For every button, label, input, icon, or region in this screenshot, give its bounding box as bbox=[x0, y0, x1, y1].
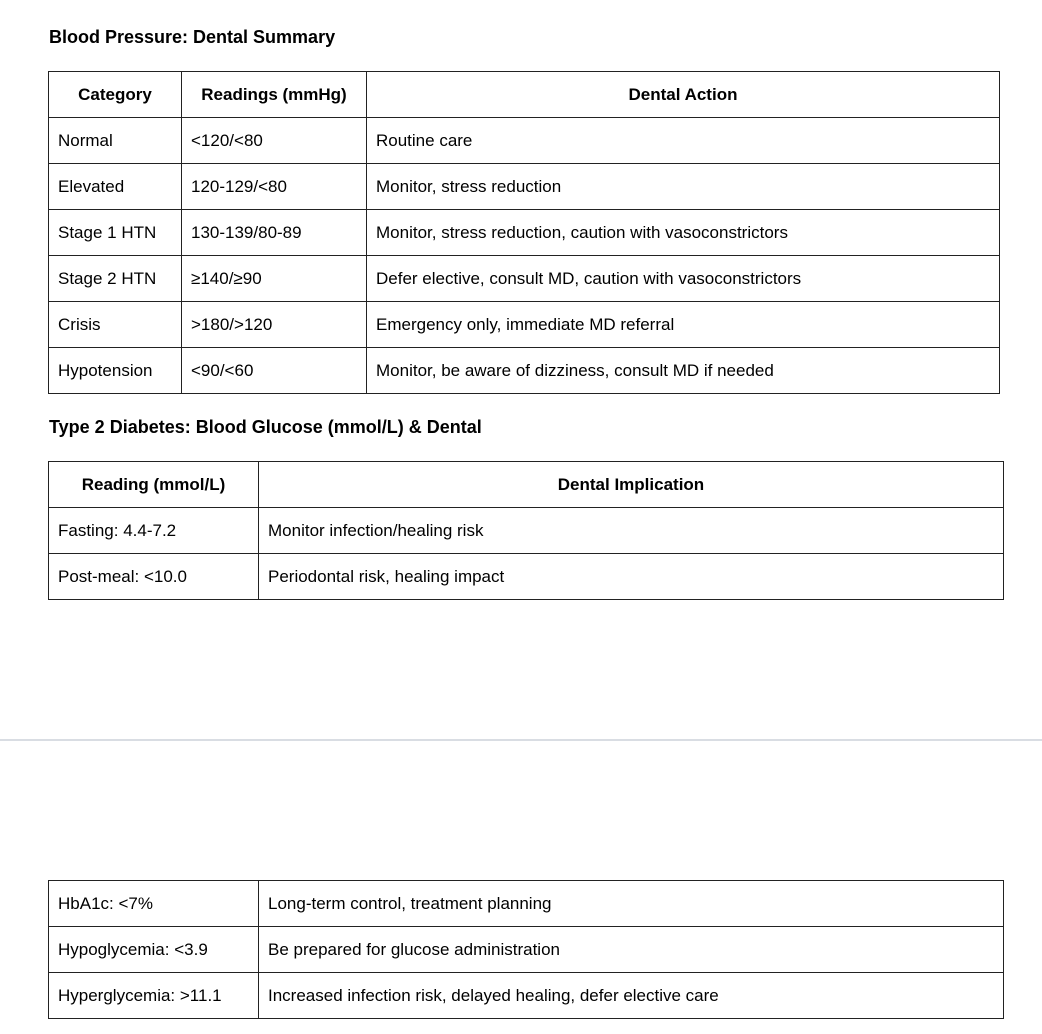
table-row bbox=[49, 118, 1000, 164]
category-cell: Stage 1 HTN bbox=[49, 210, 182, 256]
category-cell: Hypotension bbox=[49, 348, 182, 394]
dental-implication-cell: Increased infection risk, delayed healing, defer elective care bbox=[259, 973, 1004, 1019]
readings-cell: <90/<60 bbox=[182, 348, 367, 394]
table-header-row bbox=[49, 462, 1004, 508]
readings-cell: 130-139/80-89 bbox=[182, 210, 367, 256]
table-header-row bbox=[49, 72, 1000, 118]
column-header-readings: Readings (mmHg) bbox=[182, 72, 367, 118]
table-row bbox=[49, 302, 1000, 348]
dental-implication-cell: Long-term control, treatment planning bbox=[259, 881, 1004, 927]
dental-action-cell: Routine care bbox=[367, 118, 1000, 164]
dental-action-cell: Monitor, stress reduction, caution with vasoconstrictors bbox=[367, 210, 1000, 256]
table-row bbox=[49, 348, 1000, 394]
category-cell: Normal bbox=[49, 118, 182, 164]
column-header-dental-action: Dental Action bbox=[367, 72, 1000, 118]
page-divider bbox=[0, 739, 1042, 741]
table-row bbox=[49, 164, 1000, 210]
reading-cell: Hypoglycemia: <3.9 bbox=[49, 927, 259, 973]
readings-cell: >180/>120 bbox=[182, 302, 367, 348]
reading-cell: HbA1c: <7% bbox=[49, 881, 259, 927]
blood-glucose-table-continued bbox=[48, 880, 1004, 1019]
category-cell: Crisis bbox=[49, 302, 182, 348]
table-row bbox=[49, 927, 1004, 973]
blood-pressure-table bbox=[48, 71, 1000, 394]
dental-action-cell: Monitor, be aware of dizziness, consult MD if needed bbox=[367, 348, 1000, 394]
table-row bbox=[49, 508, 1004, 554]
dental-implication-cell: Periodontal risk, healing impact bbox=[259, 554, 1004, 600]
dental-implication-cell: Monitor infection/healing risk bbox=[259, 508, 1004, 554]
reading-cell: Fasting: 4.4-7.2 bbox=[49, 508, 259, 554]
table-row bbox=[49, 210, 1000, 256]
reading-cell: Post-meal: <10.0 bbox=[49, 554, 259, 600]
table-row bbox=[49, 881, 1004, 927]
dental-implication-cell: Be prepared for glucose administration bbox=[259, 927, 1004, 973]
table-row bbox=[49, 973, 1004, 1019]
reading-cell: Hyperglycemia: >11.1 bbox=[49, 973, 259, 1019]
table-row bbox=[49, 256, 1000, 302]
category-cell: Elevated bbox=[49, 164, 182, 210]
readings-cell: 120-129/<80 bbox=[182, 164, 367, 210]
column-header-category: Category bbox=[49, 72, 182, 118]
dental-action-cell: Defer elective, consult MD, caution with vasoconstrictors bbox=[367, 256, 1000, 302]
dental-action-cell: Monitor, stress reduction bbox=[367, 164, 1000, 210]
diabetes-section-title: Type 2 Diabetes: Blood Glucose (mmol/L) & Dental bbox=[49, 417, 482, 437]
column-header-dental-implication: Dental Implication bbox=[259, 462, 1004, 508]
category-cell: Stage 2 HTN bbox=[49, 256, 182, 302]
blood-glucose-table bbox=[48, 461, 1004, 600]
table-row bbox=[49, 554, 1004, 600]
readings-cell: <120/<80 bbox=[182, 118, 367, 164]
dental-action-cell: Emergency only, immediate MD referral bbox=[367, 302, 1000, 348]
bp-section-title: Blood Pressure: Dental Summary bbox=[49, 27, 336, 47]
readings-cell: ≥140/≥90 bbox=[182, 256, 367, 302]
column-header-reading: Reading (mmol/L) bbox=[49, 462, 259, 508]
